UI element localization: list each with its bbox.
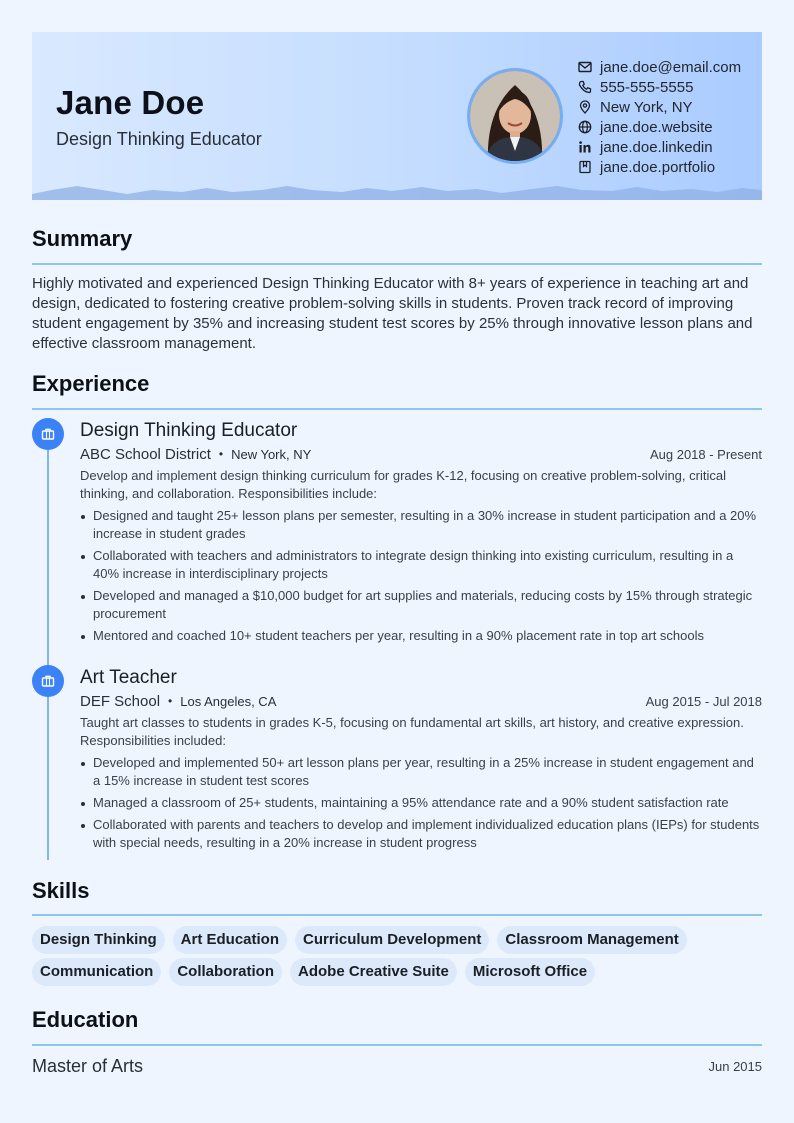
skills-heading: Skills [32, 878, 90, 903]
contact-email[interactable] [578, 57, 741, 77]
job-1-marker [32, 418, 64, 450]
contact-list [578, 57, 741, 177]
mail-icon [578, 60, 592, 74]
job-bullet: Mentored and coached 10+ student teachers per year, resulting in a 90% placement rate in top art schools [80, 627, 762, 645]
contact-email-text: jane.doe@email.com [600, 58, 742, 76]
bookmark-icon [578, 160, 592, 174]
separator-dot: • [168, 694, 173, 708]
job-entry [80, 665, 762, 856]
job-meta [80, 444, 762, 464]
experience-heading: Experience [32, 371, 150, 396]
summary-divider [32, 263, 762, 265]
education-date: Jun 2015 [708, 1059, 762, 1074]
job-company: ABC School District [80, 445, 211, 463]
job-bullet: Managed a classroom of 25+ students, maintaining a 95% attendance rate and a 90% student satisfaction rate [80, 794, 762, 812]
skill-chip: Microsoft Office [465, 958, 595, 986]
contact-portfolio[interactable] [578, 157, 741, 177]
separator-dot: • [218, 447, 224, 461]
job-2-marker [32, 665, 64, 697]
job-bullet: Developed and implemented 50+ art lesson plans per year, resulting in a 25% increase in student engagement and a 15% increase in student test scores [80, 754, 762, 790]
job-dates: Aug 2015 - Jul 2018 [645, 693, 762, 709]
contact-linkedin[interactable] [578, 137, 741, 157]
job-description: Develop and implement design thinking curriculum for grades K-12, focusing on creative problem-solving, critical thinking, and collaboration. Responsibilities include: [80, 468, 726, 501]
skill-chip: Curriculum Development [295, 926, 489, 954]
skill-row [32, 958, 772, 986]
contact-website[interactable] [578, 117, 741, 137]
skill-chip: Adobe Creative Suite [290, 958, 457, 986]
job-title: Design Thinking Educator [80, 420, 298, 441]
experience-timeline [47, 434, 49, 860]
skill-chip: Classroom Management [497, 926, 686, 954]
skill-chip: Communication [32, 958, 161, 986]
candidate-name: Jane Doe [56, 84, 205, 121]
skill-chip: Design Thinking [32, 926, 165, 954]
contact-linkedin-text: jane.doe.linkedin [600, 138, 713, 156]
education-degree: Master of Arts [32, 1056, 144, 1076]
skill-row [32, 926, 772, 954]
linkedin-icon [578, 140, 592, 154]
job-company: DEF School [80, 692, 161, 710]
skills-divider [32, 914, 762, 916]
contact-location [578, 97, 741, 117]
summary-text: Highly motivated and experienced Design Thinking Educator with 8+ years of experience in teaching art and design, dedicated to fostering creative problem-solving skills in students. Proven track record of improving student engagement by 35% and increasing student test scores by 25% through innovative lesson plans and effective classroom management. [32, 275, 753, 352]
job-title: Art Teacher [80, 667, 177, 688]
contact-phone[interactable] [578, 77, 741, 97]
contact-portfolio-text: jane.doe.portfolio [600, 158, 716, 176]
resume-header [32, 32, 762, 200]
job-bullet: Collaborated with parents and teachers to develop and implement individualized education plans (IEPs) for students with special needs, resulting in a 20% increase in student progress [80, 816, 762, 852]
contact-location-text: New York, NY [600, 98, 693, 116]
job-bullet: Developed and managed a $10,000 budget for art supplies and materials, reducing costs by 15% through strategic procurement [80, 587, 762, 623]
job-bullets [80, 507, 762, 645]
location-pin-icon [578, 100, 592, 114]
contact-phone-text: 555-555-5555 [600, 78, 694, 96]
job-description: Taught art classes to students in grades K-5, focusing on fundamental art skills, art history, and creative expression. Responsibilities included: [80, 715, 744, 748]
briefcase-icon [41, 674, 55, 688]
profile-photo [467, 68, 563, 164]
skill-chip: Collaboration [169, 958, 282, 986]
job-bullet: Designed and taught 25+ lesson plans per semester, resulting in a 30% increase in student participation and a 20% increase in student grades [80, 507, 762, 543]
briefcase-icon [41, 427, 55, 441]
contact-website-text: jane.doe.website [600, 118, 713, 136]
skills-list [32, 926, 772, 990]
job-meta [80, 691, 762, 711]
header-wave-decoration [32, 180, 762, 200]
job-bullets [80, 754, 762, 852]
job-dates: Aug 2018 - Present [649, 446, 762, 462]
education-divider [32, 1044, 762, 1046]
job-location: Los Angeles, CA [180, 693, 277, 709]
candidate-role: Design Thinking Educator [56, 129, 262, 149]
summary-heading: Summary [32, 226, 133, 251]
job-location: New York, NY [231, 446, 312, 462]
education-heading: Education [32, 1007, 139, 1032]
phone-icon [578, 80, 592, 94]
skill-chip: Art Education [173, 926, 287, 954]
job-bullet: Collaborated with teachers and administrators to integrate design thinking into existing curriculum, resulting in a 40% increase in interdisciplinary projects [80, 547, 762, 583]
globe-icon [578, 120, 592, 134]
experience-divider [32, 408, 762, 410]
job-entry [80, 418, 762, 649]
